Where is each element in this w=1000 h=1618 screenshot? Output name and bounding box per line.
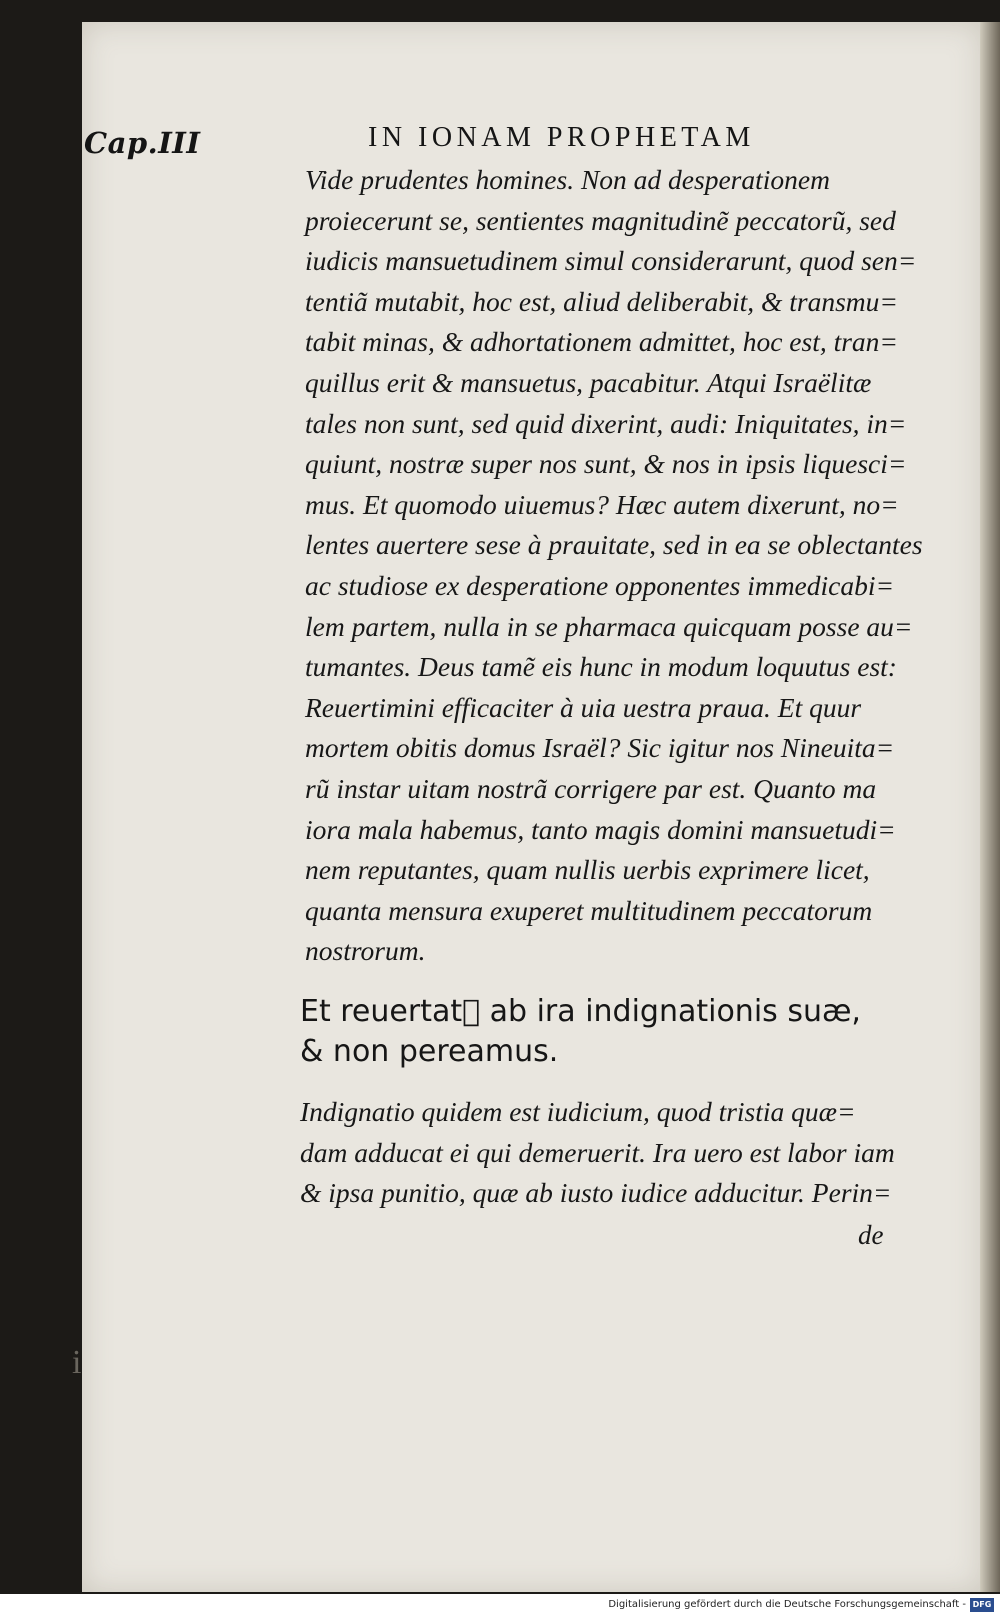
lemma-line: & non pereamus. — [300, 1034, 559, 1069]
text-line: rũ instar uitam nostrã corrigere par est. Quanto ma — [305, 772, 877, 804]
commentary-line: Indignatio quidem est iudicium, quod tristia quæ= — [300, 1096, 856, 1127]
text-line: tumantes. Deus tamẽ eis hunc in modum loquutus est: — [305, 651, 897, 683]
text-line: proiecerunt se, sentientes magnitudinẽ peccatorũ, sed — [305, 204, 896, 236]
text-line: iora mala habemus, tanto magis domini mansuetudi= — [305, 813, 896, 845]
margin-mark: i — [72, 1344, 82, 1381]
text-line: nem reputantes, quam nullis uerbis exprimere licet, — [305, 854, 870, 886]
chapter-heading: Cap.III — [84, 126, 201, 160]
text-line: nostrorum. — [305, 935, 426, 967]
text-line: mus. Et quomodo uiuemus? Hæc autem dixerunt, no= — [305, 488, 899, 520]
text-line: quanta mensura exuperet multitudinem peccatorum — [305, 894, 873, 926]
text-line: tentiã mutabit, hoc est, aliud deliberabit, & transmu= — [305, 285, 898, 317]
text-line: lem partem, nulla in se pharmaca quicquam posse au= — [305, 610, 913, 642]
page-edge — [980, 22, 1000, 1592]
text-line: iudicis mansuetudinem simul considerarunt, quod sen= — [305, 245, 917, 277]
catchword: de — [858, 1220, 884, 1250]
text-line: ac studiose ex desperatione opponentes immedicabi= — [305, 569, 895, 601]
commentary-line: dam adducat ei qui demeruerit. Ira uero est labor iam — [300, 1136, 895, 1168]
main-text-block — [305, 160, 923, 972]
text-line: tabit minas, & adhortationem admittet, hoc est, tran= — [305, 326, 898, 358]
text-line: quillus erit & mansuetus, pacabitur. Atqui Israëlitæ — [305, 366, 872, 398]
text-line: quiunt, nostræ super nos sunt, & nos in ipsis liquesci= — [305, 448, 907, 480]
running-title: IN IONAM PROPHETAM — [368, 122, 755, 153]
footer-credit: Digitalisierung gefördert durch die Deutsche Forschungsgemeinschaft - — [608, 1599, 966, 1610]
text-line: Reuertimini efficaciter à uia uestra praua. Et quur — [305, 691, 862, 723]
text-line: mortem obitis domus Israël? Sic igitur nos Nineuita= — [305, 732, 895, 764]
text-line: lentes auertere sese à prauitate, sed in ea se oblectantes — [305, 529, 923, 561]
commentary-block — [300, 1092, 900, 1214]
scripture-lemma — [300, 992, 900, 1072]
dfg-logo: DFG — [970, 1598, 994, 1612]
commentary-line: & ipsa punitio, quæ ab iusto iudice adducitur. Perin= — [300, 1177, 892, 1209]
text-line: tales non sunt, sed quid dixerint, audi: Iniquitates, in= — [305, 407, 907, 439]
lemma-line: Et reuertatᷣ ab ira indignationis suæ, — [300, 994, 861, 1029]
text-line: Vide prudentes homines. Non ad desperationem — [305, 164, 830, 195]
